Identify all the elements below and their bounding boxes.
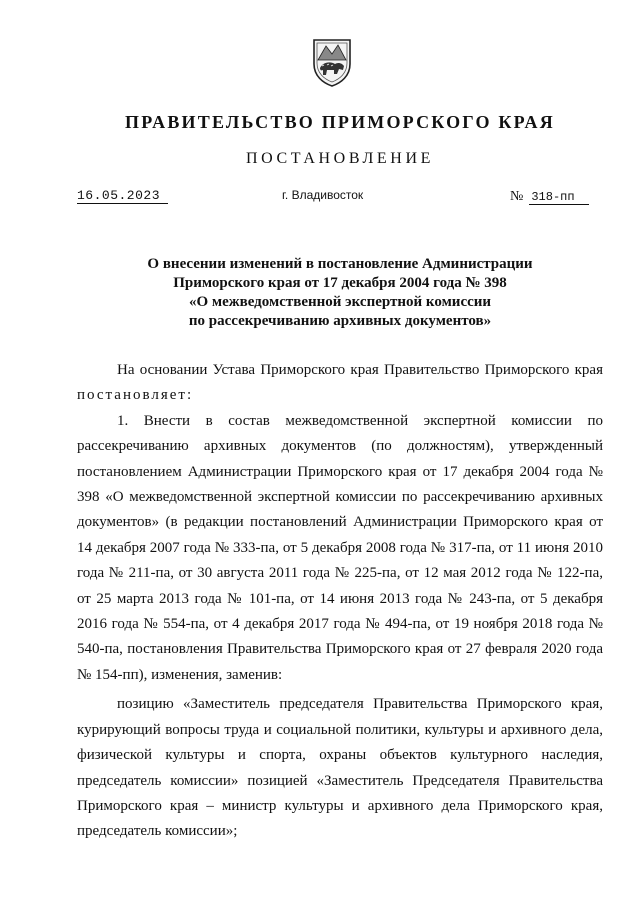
item-1-position-paragraph: позицию «Заместитель председателя Правительства Приморского края, курирующий вопросы труда и социальной политики, культуры и архивного дела, физической культуры и спорта, охраны объектов культурного наследия, председатель комиссии» позицией «Заместитель Председателя Правительства Приморского края – министр культуры и архивного дела Приморского края, председатель комиссии»;	[77, 696, 603, 840]
intro-text: На основании Устава Приморского края Правительство Приморского края	[117, 362, 603, 378]
item-1-paragraph: 1. Внести в состав межведомственной экспертной комиссии по рассекречиванию архивных документов (по должностям), утвержденный постановлением Администрации Приморского края от 17 декабря 2004 года № 398 «О межведомственной экспертной комиссии по рассекречиванию архивных документов» (в редакции постановлений Администрации Приморского края от 14 декабря 2007 года № 333-па, от 5 декабря 2008 года № 317-па, от 11 июня 2010 года № 211-па, от 30 августа 2011 года № 225-па, от 12 мая 2012 года № 122-па, от 25 марта 2013 года № 101-па, от 14 июня 2013 года № 243-па, от 5 декабря 2016 года № 554-па, от 4 декабря 2017 года № 494-па, от 19 ноября 2018 года № 540-па, постановления Правительства Приморского края от 27 февраля 2020 года № 154-пп), изменения, заменив:	[77, 412, 603, 683]
document-body	[77, 358, 603, 845]
subject-line: Приморского края от 17 декабря 2004 года № 398	[173, 275, 507, 291]
document-meta	[0, 188, 640, 208]
document-date: 16.05.2023	[77, 188, 168, 204]
government-title: ПРАВИТЕЛЬСТВО ПРИМОРСКОГО КРАЯ	[125, 112, 555, 132]
coat-of-arms-icon	[308, 38, 356, 88]
document-subject	[60, 255, 620, 331]
number-value: 318-пп	[529, 190, 588, 205]
number-sign: №	[510, 189, 524, 204]
subject-line: по рассекречиванию архивных документов»	[188, 313, 492, 329]
subject-line: О внесении изменений в постановление Администрации	[147, 256, 533, 272]
subject-line: «О межведомственной экспертной комиссии	[188, 294, 492, 310]
document-city: г. Владивосток	[282, 188, 364, 202]
intro-paragraph	[77, 358, 603, 409]
document-number	[510, 188, 589, 205]
document-type: ПОСТАНОВЛЕНИЕ	[246, 150, 434, 167]
decree-word: постановляет:	[77, 387, 194, 404]
